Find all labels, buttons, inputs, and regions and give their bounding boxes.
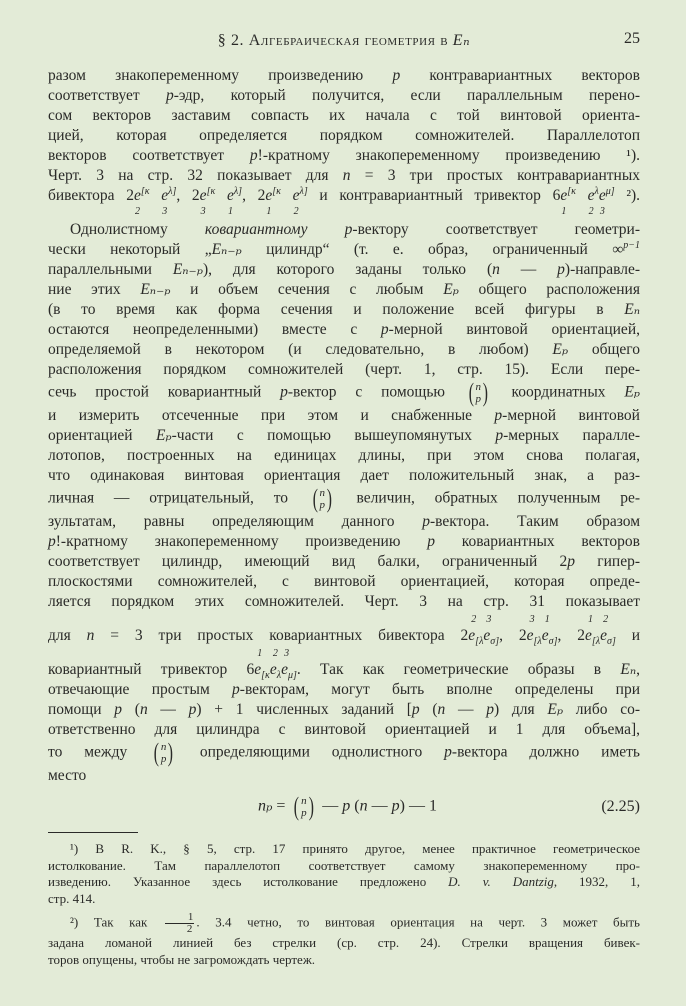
math-symbol: p xyxy=(444,743,452,761)
text-line xyxy=(48,300,640,320)
text-line xyxy=(48,486,640,512)
text-run: ( xyxy=(122,701,140,718)
math-symbol: Eₚ xyxy=(547,701,564,718)
math-symbol: n xyxy=(359,797,368,815)
math-base: e xyxy=(133,187,141,204)
text-run: определяемой в некотором (и следовательно, в любом) xyxy=(48,341,553,358)
body-text xyxy=(48,66,640,786)
page-content xyxy=(48,66,640,968)
text-run: -вектору соответствует геометри- xyxy=(352,221,641,238)
text-line xyxy=(48,320,640,340)
math-base: e xyxy=(526,627,534,644)
text-line xyxy=(48,280,640,300)
text-run: = xyxy=(272,797,290,815)
binomial-bottom: p xyxy=(319,499,325,511)
binomial-stack xyxy=(476,381,482,405)
text-run: торов опущены, чтобы не загромождать чертеж. xyxy=(48,951,316,967)
index-above: 3 xyxy=(529,614,535,625)
math-symbol: p xyxy=(392,67,401,84)
left-paren: ( xyxy=(312,484,318,513)
binomial-bottom: p xyxy=(475,393,481,405)
text-run: и измерить отсеченные при этом и снабженные xyxy=(48,407,495,424)
index-below: 1 xyxy=(266,206,272,217)
header-title-math: Eₙ xyxy=(452,32,471,49)
superscript: μ] xyxy=(605,185,615,197)
superscript: [κ xyxy=(567,185,576,197)
math-symbol: nₚ xyxy=(258,797,273,815)
binomial-top: n xyxy=(319,487,325,499)
text-run: . 3.4 четно, то винтовая ориентация на черт. 3 может быть xyxy=(196,914,640,930)
text-run: Черт. 3 на стр. 32 показывает для xyxy=(48,167,343,184)
subscript: [κ xyxy=(261,670,270,682)
math-symbol: n xyxy=(342,167,351,184)
text-run: -вектора должно иметь xyxy=(451,743,640,761)
math-term xyxy=(585,614,601,648)
binomial-top: n xyxy=(475,381,481,393)
text-run: -векторам, могут быть вполне определены при xyxy=(239,681,641,698)
left-paren: ( xyxy=(294,792,300,821)
text-line xyxy=(48,260,640,280)
math-symbol: p xyxy=(567,553,576,570)
math-base: e xyxy=(598,187,606,204)
text-line xyxy=(48,220,640,240)
math-base: e xyxy=(254,661,262,678)
text-run: , 1932, 1, xyxy=(553,874,640,889)
text-run: изведению. Указанное здесь истолкование предложено xyxy=(48,874,449,889)
subscript: μ] xyxy=(287,670,297,682)
binomial-stack xyxy=(161,741,167,765)
math-symbol: D. v. Dantzig xyxy=(448,874,554,889)
text-run: для xyxy=(48,627,87,644)
text-run: гипер- xyxy=(575,553,640,570)
text-run: -вектор с помощью xyxy=(287,383,464,401)
math-symbol: p xyxy=(114,701,123,718)
text-run xyxy=(281,187,293,204)
math-symbol: Eₙ₋ₚ xyxy=(140,281,171,298)
fraction-denominator: 2 xyxy=(186,923,193,935)
text-run: = 3 три простых контравариантных xyxy=(350,167,640,184)
text-run: , 2 xyxy=(242,187,266,204)
index-below: 1 xyxy=(227,206,233,217)
text-run: соответствует xyxy=(48,87,166,104)
text-run: , 2 xyxy=(176,187,200,204)
text-run: ) + 1 численных заданий [ xyxy=(196,701,412,718)
binomial-coefficient xyxy=(467,380,490,406)
math-symbol: p xyxy=(427,533,435,550)
math-term xyxy=(526,614,542,648)
text-run: — xyxy=(499,261,558,278)
superscript: λ] xyxy=(168,185,177,197)
text-run: и xyxy=(615,627,641,644)
text-run: -мерных паралле- xyxy=(503,427,640,444)
footnote-2 xyxy=(48,912,640,968)
math-symbol: p xyxy=(344,221,353,238)
equation-label: (2.25) xyxy=(601,798,640,815)
text-run: разом знакопеременному произведению xyxy=(48,67,393,84)
text-line xyxy=(48,592,640,612)
math-symbol: p xyxy=(380,321,389,338)
text-line xyxy=(48,572,640,592)
binomial-bottom: p xyxy=(301,807,307,819)
text-run: величин, обратных полученным ре- xyxy=(336,489,640,507)
math-base: e xyxy=(226,187,234,204)
text-run: ответственно для цилиндра с винтовой ориентацией и 1 для объема], xyxy=(48,721,640,738)
math-symbol: Eₙ₋ₚ xyxy=(172,261,203,278)
math-term xyxy=(560,185,576,217)
math-symbol: p xyxy=(495,427,504,444)
right-paren: ) xyxy=(482,378,488,407)
text-run: , 2 xyxy=(499,627,527,644)
text-line xyxy=(48,700,640,720)
math-symbol: p xyxy=(188,701,197,718)
math-term xyxy=(254,648,270,682)
binomial-stack xyxy=(320,487,326,511)
subscript: σ] xyxy=(548,636,558,648)
fraction-numerator: 1 xyxy=(165,912,195,924)
superscript: [κ xyxy=(272,185,281,197)
text-run xyxy=(307,221,344,238)
text-line xyxy=(48,935,640,952)
math-base: e xyxy=(199,187,207,204)
text-line xyxy=(48,106,640,126)
math-base: e xyxy=(600,627,608,644)
text-line xyxy=(48,340,640,360)
text-run: задана ломаной линией без стрелки (ср. стр. 24). Стрелки вращения бивек- xyxy=(48,935,640,950)
text-run: то между xyxy=(48,743,150,761)
math-base: e xyxy=(585,627,592,644)
math-base: e xyxy=(281,661,288,678)
text-line xyxy=(48,126,640,146)
subscript: λ xyxy=(276,670,282,682)
math-symbol: n xyxy=(492,261,500,278)
text-run: ковариантный тривектор 6 xyxy=(48,661,255,678)
math-symbol: p xyxy=(422,513,430,530)
text-run: параллельными xyxy=(48,261,173,278)
text-line xyxy=(48,380,640,406)
math-base: e xyxy=(587,187,595,204)
footnote-1 xyxy=(48,841,640,907)
text-line xyxy=(48,552,640,572)
subscript: [λ xyxy=(591,636,601,648)
math-term xyxy=(161,185,177,217)
text-run: место xyxy=(48,767,87,784)
math-term xyxy=(226,185,243,217)
text-run: истолкование. Там параллелотоп соответствует самому знакопеременному про- xyxy=(48,857,640,873)
text-line xyxy=(48,612,640,646)
text-line xyxy=(48,166,640,186)
math-symbol: Eₚ xyxy=(552,341,569,358)
binomial-top: n xyxy=(160,741,167,753)
math-term xyxy=(587,185,599,217)
text-line xyxy=(48,766,640,786)
math-symbol: p xyxy=(557,261,565,278)
text-line xyxy=(48,874,640,891)
text-line xyxy=(48,740,640,766)
index-below: 3 xyxy=(599,206,605,217)
text-run: чески некоторый „ xyxy=(48,241,212,258)
text-run: , 2 xyxy=(557,627,585,644)
text-line xyxy=(48,841,640,858)
index-above: 1 xyxy=(544,614,550,625)
text-line xyxy=(48,532,640,552)
math-term xyxy=(600,614,616,648)
math-base: e xyxy=(483,627,491,644)
math-term xyxy=(281,648,297,682)
text-line xyxy=(48,446,640,466)
text-line xyxy=(48,406,640,426)
text-line xyxy=(48,146,640,166)
index-above: 3 xyxy=(486,614,492,625)
text-run: сом векторов заставим совпасть их начала с той винтовой ориента- xyxy=(48,107,640,124)
index-above: 2 xyxy=(471,614,477,625)
page-number: 25 xyxy=(624,30,640,47)
text-run: ), для которого заданы только ( xyxy=(202,261,493,278)
text-run: и контравариантный тривектор 6 xyxy=(307,187,561,204)
math-symbol: n xyxy=(86,627,95,644)
text-run: !-кратному знакопеременному произведению xyxy=(55,533,428,550)
text-run: ( xyxy=(350,797,360,815)
superscript: λ xyxy=(594,185,599,197)
text-run: ляется порядком этих сомножителей. Черт. 3 на стр. 31 показывает xyxy=(48,593,640,610)
text-run: цией, которая определяется порядком сомножителей. Параллелотоп xyxy=(48,127,640,144)
math-term xyxy=(133,185,150,217)
text-run: общего xyxy=(568,341,640,358)
text-run: Однолистному xyxy=(70,221,205,238)
text-run: и объем сечения с любым xyxy=(170,281,444,298)
math-base: e xyxy=(161,187,169,204)
math-base: e xyxy=(541,627,549,644)
math-symbol: n xyxy=(139,701,148,718)
text-line xyxy=(48,86,640,106)
text-run: общего расположения xyxy=(458,281,640,298)
text-run: !-кратному знакопеременному произведению ¹). xyxy=(257,147,640,164)
superscript: λ] xyxy=(299,185,308,197)
math-symbol: Eₚ xyxy=(443,281,459,298)
text-run: остаются неопределенными) вместе с xyxy=(48,321,381,338)
text-run: — xyxy=(445,701,487,718)
text-run: ( xyxy=(419,701,438,718)
superscript: λ] xyxy=(233,185,243,197)
math-symbol: Eₙ xyxy=(624,301,640,318)
text-run: ориентацией xyxy=(48,427,156,444)
text-run: расположения порядком сомножителей (черт. 1, стр. 15). Если пере- xyxy=(48,361,640,378)
text-run: отвечающие простым xyxy=(48,681,233,698)
text-line xyxy=(48,240,640,260)
math-symbol: p xyxy=(165,87,174,104)
left-paren: ( xyxy=(468,378,474,407)
text-run: ²) Так как xyxy=(70,914,163,930)
text-run: — xyxy=(147,701,189,718)
superscript: [κ xyxy=(206,185,216,197)
text-line xyxy=(48,952,640,969)
index-below: 2 xyxy=(588,206,594,217)
math-base: e xyxy=(560,187,568,204)
right-paren: ) xyxy=(326,484,332,513)
math-term xyxy=(468,614,484,648)
superscript: [κ xyxy=(140,185,150,197)
math-term xyxy=(483,614,500,648)
math-symbol: p xyxy=(411,701,420,718)
math-symbol: p xyxy=(249,147,258,164)
math-symbol: p xyxy=(48,533,56,550)
text-line xyxy=(48,66,640,86)
math-term xyxy=(265,185,281,217)
text-run: помощи xyxy=(48,701,115,718)
text-line xyxy=(48,891,640,908)
text-run: стр. 414. xyxy=(48,890,96,906)
binomial-stack xyxy=(301,795,307,819)
math-symbol: p xyxy=(342,797,351,815)
text-run xyxy=(215,187,227,204)
text-run: ) для xyxy=(494,701,548,718)
math-base: e xyxy=(292,187,300,204)
text-line xyxy=(48,360,640,380)
text-line xyxy=(48,720,640,740)
math-symbol: Eₙ xyxy=(620,661,637,678)
index-above: 1 xyxy=(257,648,263,659)
math-symbol: p xyxy=(486,701,495,718)
math-symbol: p xyxy=(494,407,503,424)
text-run: -части с помощью вышеупомянутых xyxy=(171,427,496,444)
text-run: что одинаковая винтовая ориентация дает положительный знак, а раз- xyxy=(48,467,640,484)
running-header xyxy=(48,30,640,52)
index-above: 2 xyxy=(603,614,609,625)
text-line xyxy=(48,426,640,446)
math-symbol: p xyxy=(232,681,240,698)
text-run: -эдр, который получится, если параллельным перено- xyxy=(173,87,640,104)
text-run: определяющими однолистного xyxy=(177,743,445,761)
right-paren: ) xyxy=(308,792,314,821)
text-run: сечь простой ковариантный xyxy=(48,383,281,401)
math-term xyxy=(598,185,615,217)
binomial-coefficient xyxy=(311,486,334,512)
text-run: векторов соответствует xyxy=(48,147,250,164)
math-base: e xyxy=(269,661,277,678)
text-run xyxy=(150,187,162,204)
equation-2-25 xyxy=(48,788,640,826)
text-line xyxy=(48,858,640,875)
index-below: 3 xyxy=(200,206,206,217)
index-above: 1 xyxy=(588,614,593,625)
text-run: либо со- xyxy=(563,701,641,718)
left-paren: ( xyxy=(153,738,160,767)
math-symbol: n xyxy=(437,701,446,718)
binomial-top: n xyxy=(301,795,307,807)
index-above: 2 xyxy=(272,648,278,659)
text-run: . Так как геометрические образы в xyxy=(296,661,621,678)
text-run: — xyxy=(367,797,392,815)
text-run: бивектора 2 xyxy=(48,187,134,204)
text-run: координатных xyxy=(492,383,625,401)
text-run: зультатам, равны определяющим данного xyxy=(48,513,423,530)
math-base: e xyxy=(265,187,273,204)
math-symbol: Eₚ xyxy=(624,383,640,401)
text-run: контравариантных векторов xyxy=(400,67,640,84)
index-below: 2 xyxy=(134,206,140,217)
text-run: ) — 1 xyxy=(399,797,437,815)
math-symbol: Eₚ xyxy=(155,427,172,444)
text-line xyxy=(48,466,640,486)
math-symbol: Eₙ₋ₚ xyxy=(211,241,242,258)
superscript: p−1 xyxy=(623,239,641,251)
text-run: лотопов, построенных на единицах длины, при этом снова полагая, xyxy=(48,447,640,464)
text-run: = 3 три простых ковариантных бивектора 2 xyxy=(94,627,469,644)
text-line xyxy=(48,512,640,532)
text-run: )-направле- xyxy=(564,261,641,278)
math-term xyxy=(199,185,216,217)
subscript: [λ xyxy=(533,636,542,648)
math-term xyxy=(541,614,558,648)
text-run: -мерной винтовой ориентацией, xyxy=(388,321,640,338)
binomial-coefficient xyxy=(152,740,175,766)
subscript: σ] xyxy=(607,636,616,648)
index-below: 1 xyxy=(561,206,567,217)
math-base: e xyxy=(468,627,476,644)
subscript: [λ xyxy=(475,636,484,648)
text-run: плоскостями сомножителей, с винтовой ориентацией, которая опреде- xyxy=(48,573,640,590)
text-run: -вектора. Таким образом xyxy=(429,513,640,530)
text-line xyxy=(48,680,640,700)
equation-expression xyxy=(258,794,601,820)
text-run: — xyxy=(318,797,343,815)
math-term xyxy=(269,648,282,682)
text-run: ¹) В R. K., § 5, стр. 17 принято другое, менее практичное геометрическое xyxy=(70,841,640,856)
text-run: (в то время как форма сечения и положение всей фигуры в xyxy=(48,301,625,318)
index-below: 3 xyxy=(162,206,168,217)
math-term xyxy=(292,185,308,217)
index-below: 2 xyxy=(293,206,299,217)
header-title-text: § 2. Алгебраическая геометрия в xyxy=(217,32,449,49)
text-line xyxy=(48,186,640,220)
right-paren: ) xyxy=(168,738,174,767)
math-symbol: ковариантному xyxy=(204,221,308,238)
binomial-bottom: p xyxy=(160,753,167,765)
binomial-coefficient xyxy=(292,794,315,820)
text-run: личная — отрицательный, то xyxy=(48,489,308,507)
text-run: -мерной винтовой xyxy=(502,407,640,424)
text-run xyxy=(576,187,588,204)
footnote-separator xyxy=(48,832,138,833)
math-symbol: p xyxy=(280,383,288,401)
text-run: соответствует цилиндр, имеющий вид балки, ограниченный 2 xyxy=(48,553,568,570)
text-run: , xyxy=(636,661,640,678)
running-header-title xyxy=(48,30,640,50)
text-run: цилиндр“ (т. е. образ, ограниченный ∞ xyxy=(241,241,624,258)
subscript: σ] xyxy=(490,636,500,648)
text-run: ковариантных векторов xyxy=(434,533,640,550)
math-symbol: p xyxy=(391,797,400,815)
text-run: ²). xyxy=(614,187,641,204)
index-above: 3 xyxy=(284,648,290,659)
text-run: ние этих xyxy=(48,281,141,298)
text-line xyxy=(48,646,640,680)
fraction xyxy=(165,912,195,935)
text-line xyxy=(48,912,640,935)
